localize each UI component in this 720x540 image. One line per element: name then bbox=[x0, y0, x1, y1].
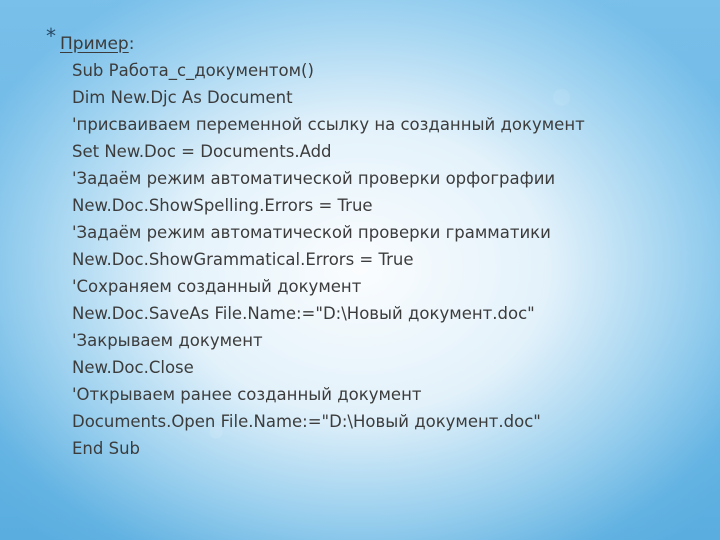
comment-line: 'Сохраняем созданный документ bbox=[72, 277, 362, 296]
code-line: Documents.Open File.Name:="D:\Новый документ.doc" bbox=[72, 412, 541, 431]
comment-line: 'Задаём режим автоматической проверки грамматики bbox=[72, 223, 551, 242]
code-line: End Sub bbox=[72, 439, 141, 458]
code-line: Sub Работа_с_документом() bbox=[72, 61, 314, 80]
code-listing bbox=[72, 57, 702, 462]
code-line: Dim New.Djc As Document bbox=[72, 88, 293, 107]
comment-line: 'Открываем ранее созданный документ bbox=[72, 385, 422, 404]
comment-line: 'Задаём режим автоматической проверки орфографии bbox=[72, 169, 556, 188]
code-line: Set New.Doc = Documents.Add bbox=[72, 142, 332, 161]
code-line: New.Doc.SaveAs File.Name:="D:\Новый документ.doc" bbox=[72, 304, 535, 323]
heading-colon: : bbox=[128, 34, 135, 54]
code-line: New.Doc.ShowSpelling.Errors = True bbox=[72, 196, 373, 215]
heading bbox=[60, 33, 134, 55]
comment-line: 'Закрываем документ bbox=[72, 331, 263, 350]
heading-word: Пример bbox=[60, 34, 129, 54]
comment-line: 'присваиваем переменной ссылку на созданный документ bbox=[72, 115, 585, 134]
bullet-star-icon: * bbox=[46, 24, 56, 48]
code-line: New.Doc.Close bbox=[72, 358, 194, 377]
code-line: New.Doc.ShowGrammatical.Errors = True bbox=[72, 250, 414, 269]
